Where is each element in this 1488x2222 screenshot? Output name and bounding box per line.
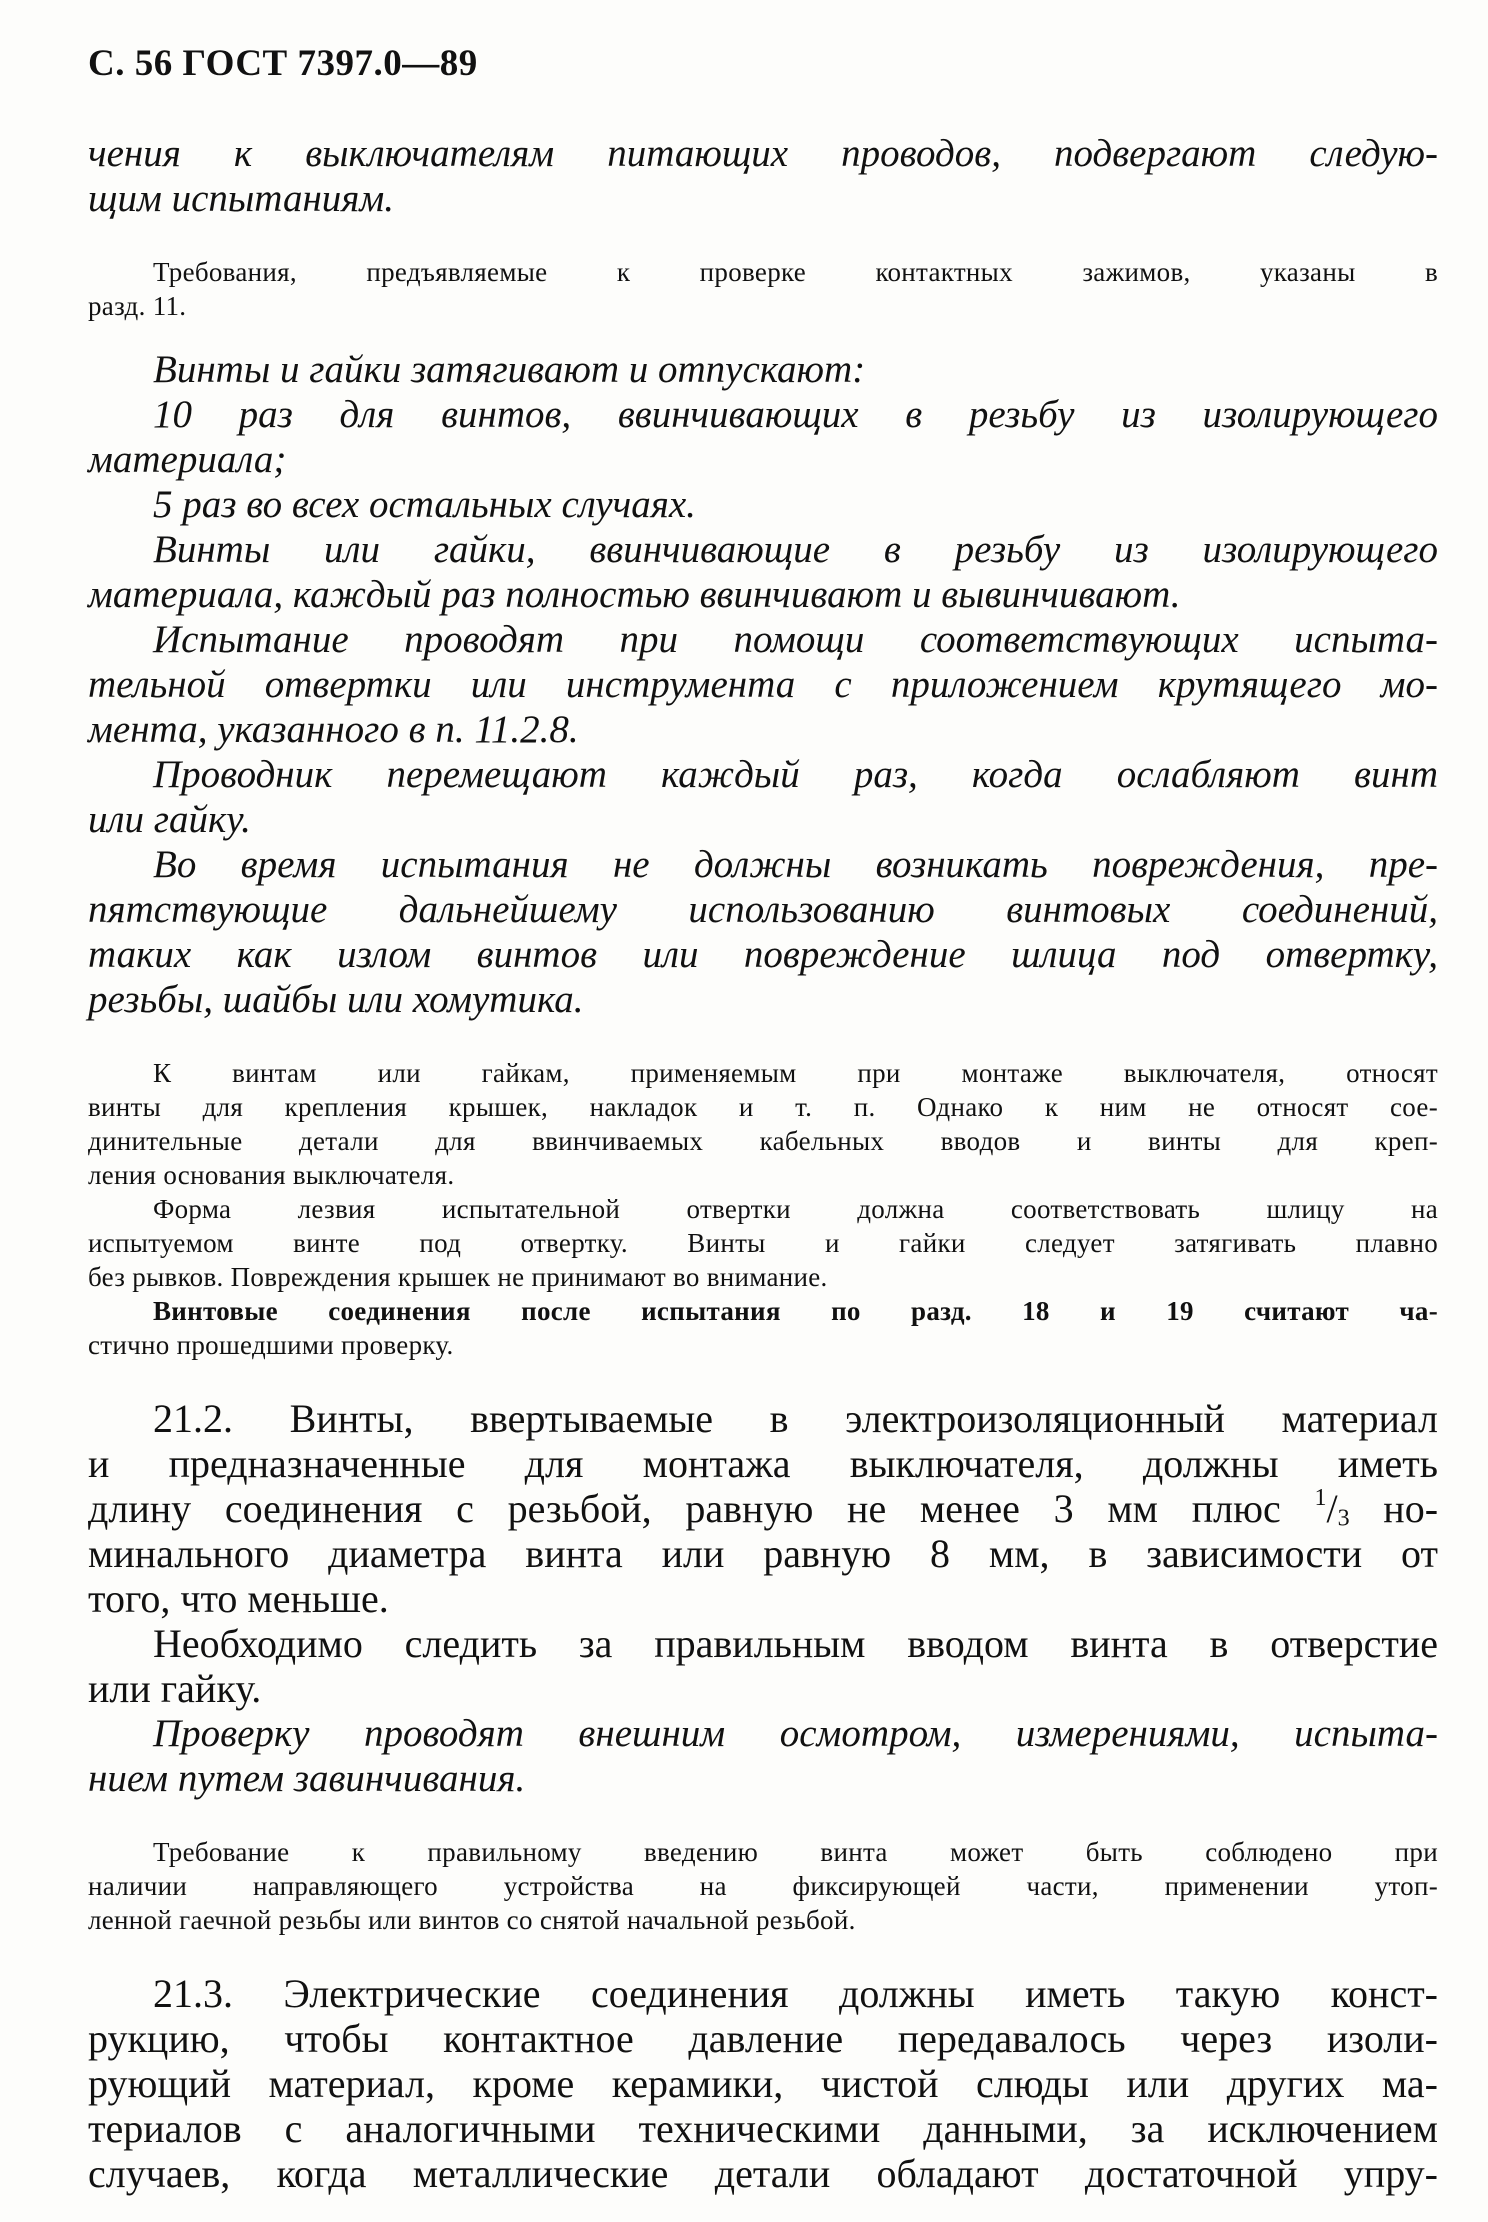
text-line: 10 раз для винтов, ввинчивающих в резьбу из изолирующего xyxy=(153,393,1438,436)
paragraph-ten-times xyxy=(88,392,1438,482)
text-fragment: но- xyxy=(1383,1486,1439,1531)
text-line: минального диаметра винта или равную 8 мм, в зависимости от xyxy=(88,1531,1438,1576)
text-line: испытуемом винте под отвертку. Винты и гайки следует затягивать плавно xyxy=(88,1228,1438,1258)
text-line: винты для крепления крышек, накладок и т. п. Однако к ним не относят сое- xyxy=(88,1092,1438,1122)
text-line: рукцию, чтобы контактное давление передавалось через изоли- xyxy=(88,2016,1438,2061)
paragraph-five-times xyxy=(88,482,1438,527)
text-line: Винтовые соединения после испытания по разд. 18 и 19 считают ча- xyxy=(153,1296,1438,1326)
text-line: Требования, предъявляемые к проверке контактных зажимов, указаны в xyxy=(153,257,1438,287)
note-contact-clamps xyxy=(88,255,1438,323)
text-line: 21.3. Электрические соединения должны иметь такую конст- xyxy=(153,1971,1438,2016)
text-line: Необходимо следить за правильным вводом винта в отверстие xyxy=(153,1621,1438,1666)
paragraph-test-tool xyxy=(88,617,1438,752)
text-line: Во время испытания не должны возникать повреждения, пре- xyxy=(153,843,1438,886)
paragraph-damage xyxy=(88,842,1438,1022)
text-line: К винтам или гайкам, применяемым при монтаже выключателя, относят xyxy=(153,1058,1438,1088)
text-line: или гайку. xyxy=(88,798,251,841)
text-line: щим испытаниям. xyxy=(88,177,395,220)
text-line: териалов с аналогичными техническими данными, за исключением xyxy=(88,2106,1438,2151)
text-fragment: длину соединения с резьбой, равную не менее 3 мм плюс xyxy=(88,1486,1281,1531)
text-line: наличии направляющего устройства на фиксирующей части, применении утоп- xyxy=(88,1871,1438,1901)
text-line: без рывков. Повреждения крышек не принимают во внимание. xyxy=(88,1262,828,1292)
text-line: пятствующие дальнейшему использованию винтовых соединений, xyxy=(88,888,1438,931)
note-screw-connections xyxy=(88,1294,1438,1362)
section-21-3 xyxy=(88,1971,1438,2196)
text-line: или гайку. xyxy=(88,1666,262,1711)
text-line: чения к выключателям питающих проводов, подвергают следую- xyxy=(88,132,1438,175)
text-line: стично прошедшими проверку. xyxy=(88,1330,454,1360)
text-line: Проверку проводят внешним осмотром, измерениями, испыта- xyxy=(153,1712,1438,1755)
text-line: случаев, когда металлические детали обладают достаточной упру- xyxy=(88,2151,1438,2196)
fraction-numerator: 1 xyxy=(1314,1485,1327,1512)
text-line: того, что меньше. xyxy=(88,1576,389,1621)
text-line: резьбы, шайбы или хомутика. xyxy=(88,978,584,1021)
text-line: тельной отвертки или инструмента с приложением крутящего мо- xyxy=(88,663,1438,706)
fraction-denominator: 3 xyxy=(1337,1505,1350,1532)
fraction-one-third: $^1/_3$ xyxy=(1314,1485,1350,1532)
text-line: нием путем завинчивания. xyxy=(88,1757,526,1800)
paragraph-intro xyxy=(88,131,1438,221)
text-line: материала; xyxy=(88,438,287,481)
text-line: динительные детали для ввинчиваемых кабельных вводов и винты для креп- xyxy=(88,1126,1438,1156)
text-line: Винты или гайки, ввинчивающие в резьбу из изолирующего xyxy=(153,528,1438,571)
paragraph-screws-nuts xyxy=(88,527,1438,617)
paragraph-inspection xyxy=(88,1711,1438,1801)
text-line: и предназначенные для монтажа выключателя, должны иметь xyxy=(88,1441,1438,1486)
note-screwdriver xyxy=(88,1192,1438,1294)
text-line: ленной гаечной резьбы или винтов со снятой начальной резьбой. xyxy=(88,1905,856,1935)
note-guide-device xyxy=(88,1835,1438,1937)
page-header: С. 56 ГОСТ 7397.0—89 xyxy=(88,43,478,84)
text-line: рующий материал, кроме керамики, чистой слюды или других ма- xyxy=(88,2061,1438,2106)
text-line: мента, указанного в п. 11.2.8. xyxy=(88,708,579,751)
text-line: разд. 11. xyxy=(88,291,187,321)
note-screws-nuts xyxy=(88,1056,1438,1192)
text-line: Испытание проводят при помощи соответствующих испыта- xyxy=(153,618,1438,661)
text-line: материала, каждый раз полностью ввинчивают и вывинчивают. xyxy=(88,573,1181,616)
text-line: таких как излом винтов или повреждение шлица под отвертку, xyxy=(88,933,1438,976)
paragraph-proper-insertion xyxy=(88,1621,1438,1711)
text-line: Винты и гайки затягивают и отпускают: xyxy=(153,348,866,391)
text-line-with-fraction xyxy=(88,1486,1438,1531)
text-line: Форма лезвия испытательной отвертки должна соответствовать шлицу на xyxy=(153,1194,1438,1224)
paragraph-conductor xyxy=(88,752,1438,842)
text-line: Проводник перемещают каждый раз, когда ослабляют винт xyxy=(153,753,1438,796)
text-line: Требование к правильному введению винта может быть соблюдено при xyxy=(153,1837,1438,1867)
section-21-2 xyxy=(88,1396,1438,1621)
paragraph-tighten xyxy=(88,347,1438,392)
text-line: ления основания выключателя. xyxy=(88,1160,455,1190)
text-line: 21.2. Винты, ввертываемые в электроизоляционный материал xyxy=(153,1396,1438,1441)
text-line: 5 раз во всех остальных случаях. xyxy=(153,483,696,526)
